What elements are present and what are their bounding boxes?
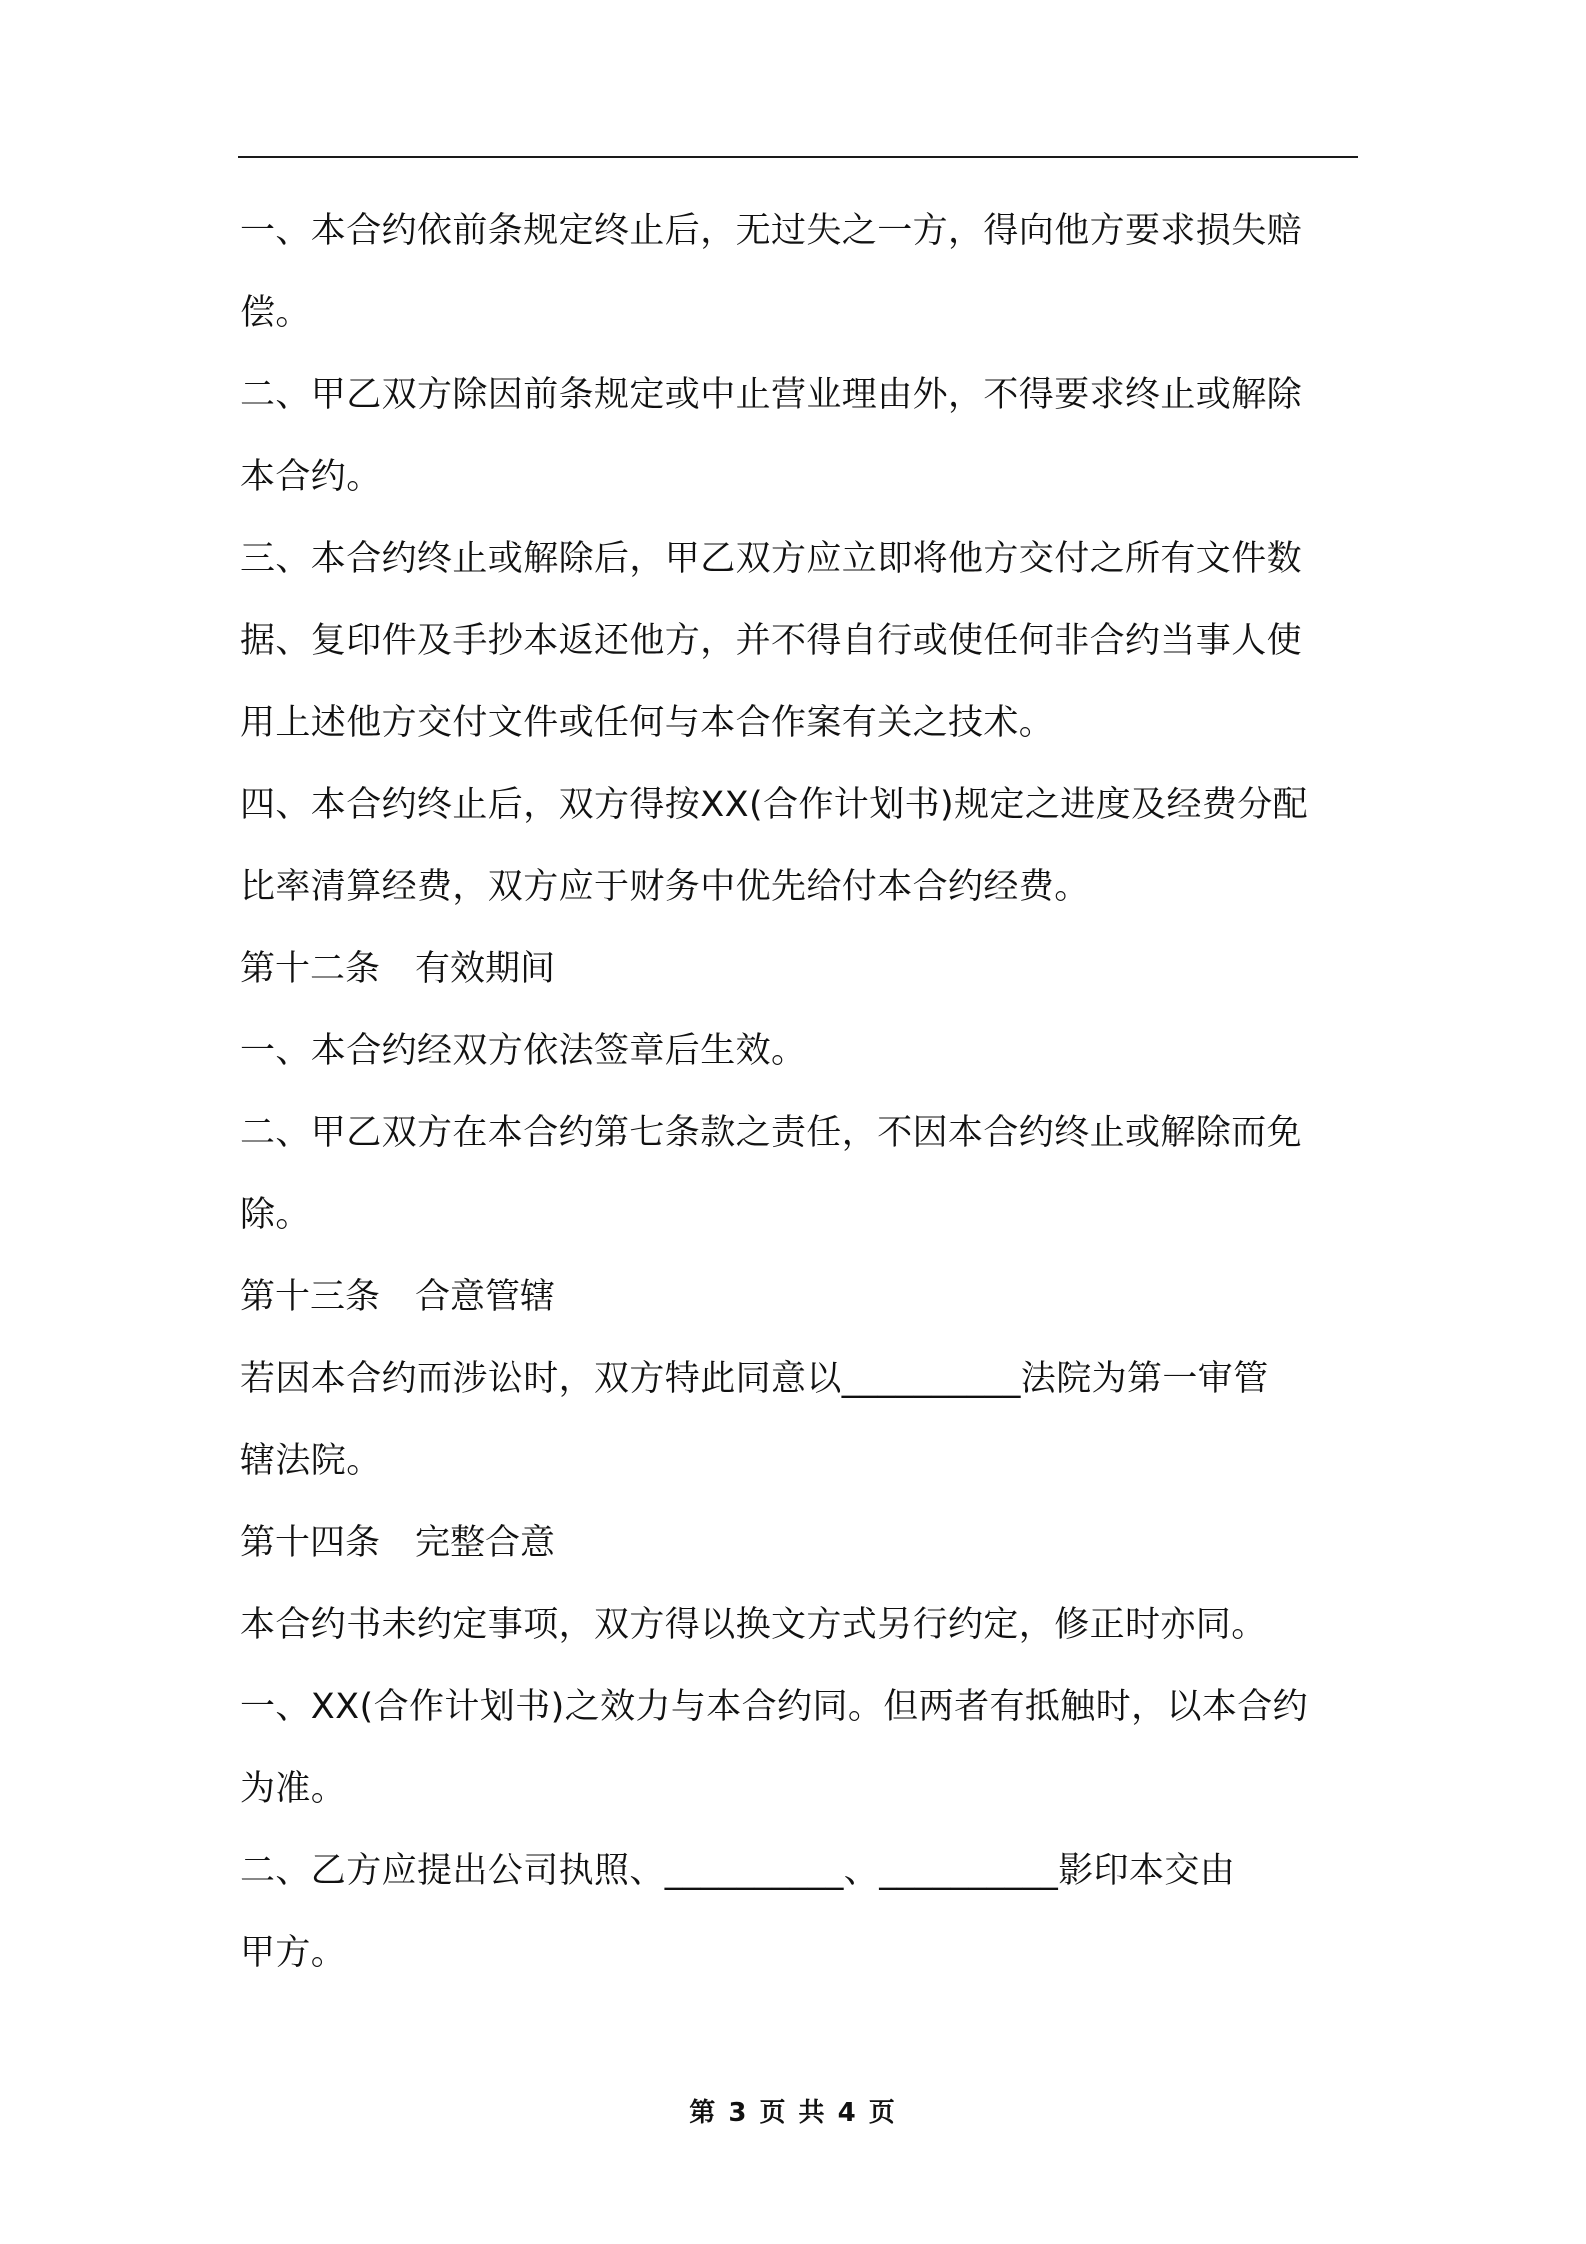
article-14-heading: 第十四条 完整合意: [240, 1523, 556, 1563]
paragraph-2-line-1: 二、甲乙双方除因前条规定或中止营业理由外，不得要求终止或解除: [240, 375, 1303, 415]
page-number: 第 3 页 共 4 页: [689, 2098, 897, 2128]
article-13-text-line-1: 若因本合约而涉讼时，双方特此同意以__________法院为第一审管: [240, 1359, 1269, 1399]
paragraph-1-line-1: 一、本合约依前条规定终止后，无过失之一方，得向他方要求损失赔: [240, 211, 1303, 251]
header-rule: [238, 156, 1358, 158]
article-14-item-2-line-2: 甲方。: [240, 1933, 347, 1973]
article-12-item-2-line-2: 除。: [240, 1195, 311, 1235]
article-12-item-2-line-1: 二、甲乙双方在本合约第七条款之责任，不因本合约终止或解除而免: [240, 1113, 1303, 1153]
paragraph-3-line-1: 三、本合约终止或解除后，甲乙双方应立即将他方交付之所有文件数: [240, 539, 1303, 579]
article-14-item-1-line-1: 一、XX(合作计划书)之效力与本合约同。但两者有抵触时，以本合约: [240, 1687, 1309, 1727]
article-14-item-1-line-2: 为准。: [240, 1769, 347, 1809]
paragraph-4-line-1: 四、本合约终止后，双方得按XX(合作计划书)规定之进度及经费分配: [240, 785, 1309, 825]
paragraph-1-line-2: 偿。: [240, 293, 311, 333]
article-14-item-2-line-1: 二、乙方应提出公司执照、__________、__________影印本交由: [240, 1851, 1236, 1891]
article-13-heading: 第十三条 合意管辖: [240, 1277, 556, 1317]
paragraph-2-line-2: 本合约。: [240, 457, 382, 497]
article-14-text: 本合约书未约定事项，双方得以换文方式另行约定，修正时亦同。: [240, 1605, 1267, 1645]
paragraph-4-line-2: 比率清算经费，双方应于财务中优先给付本合约经费。: [240, 867, 1090, 907]
article-12-heading: 第十二条 有效期间: [240, 949, 556, 989]
paragraph-3-line-2: 据、复印件及手抄本返还他方，并不得自行或使任何非合约当事人使: [240, 621, 1303, 661]
article-12-item-1: 一、本合约经双方依法签章后生效。: [240, 1031, 807, 1071]
body-text: [240, 190, 1362, 1994]
paragraph-3-line-3: 用上述他方交付文件或任何与本合作案有关之技术。: [240, 703, 1055, 743]
article-13-text-line-2: 辖法院。: [240, 1441, 382, 1481]
